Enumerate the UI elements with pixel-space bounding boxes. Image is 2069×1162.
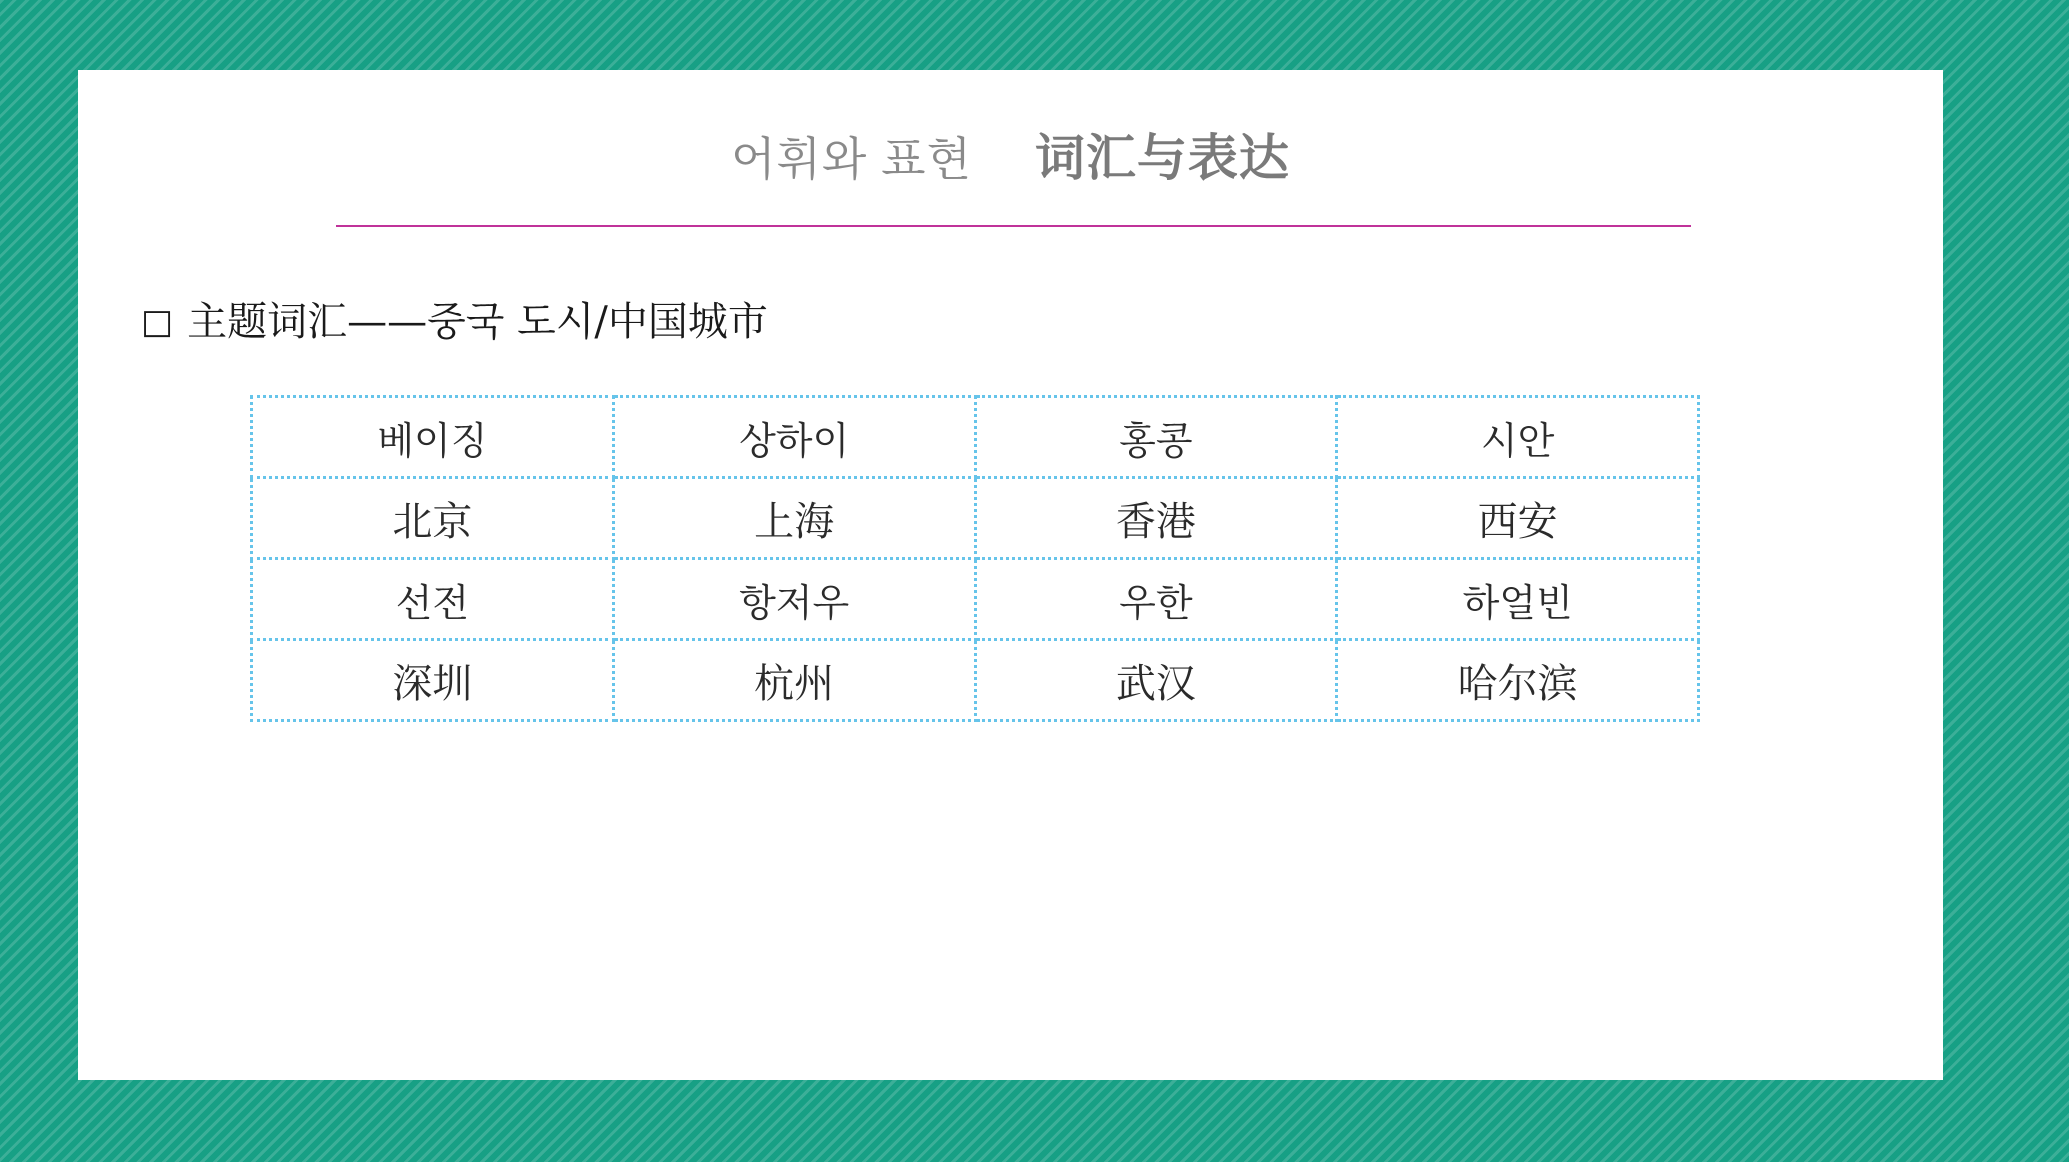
table-row	[252, 640, 1699, 721]
title-divider	[336, 225, 1691, 227]
table-cell: 北京	[252, 478, 614, 559]
table-cell: 베이징	[252, 397, 614, 478]
bullet-heading	[141, 290, 768, 347]
table-cell: 武汉	[975, 640, 1337, 721]
table-row	[252, 397, 1699, 478]
table-cell: 哈尔滨	[1337, 640, 1699, 721]
table-cell: 杭州	[613, 640, 975, 721]
title-korean: 어휘와 표현	[731, 133, 973, 185]
bullet-square-icon: □	[141, 302, 174, 342]
table-cell: 시안	[1337, 397, 1699, 478]
table-cell: 홍콩	[975, 397, 1337, 478]
table-cell: 상하이	[613, 397, 975, 478]
table-cell: 西安	[1337, 478, 1699, 559]
table-cell: 선전	[252, 559, 614, 640]
vocabulary-table	[250, 395, 1700, 722]
table-row	[252, 478, 1699, 559]
table-cell: 하얼빈	[1337, 559, 1699, 640]
slide-title	[78, 118, 1943, 190]
table-cell: 上海	[613, 478, 975, 559]
table-row	[252, 559, 1699, 640]
table-cell: 深圳	[252, 640, 614, 721]
table-cell: 항저우	[613, 559, 975, 640]
title-chinese: 词汇与表达	[1034, 129, 1290, 187]
bullet-heading-text: 主题词汇——중국 도시/中国城市	[187, 299, 768, 345]
table-cell: 우한	[975, 559, 1337, 640]
slide-canvas	[78, 70, 1943, 1080]
table-cell: 香港	[975, 478, 1337, 559]
